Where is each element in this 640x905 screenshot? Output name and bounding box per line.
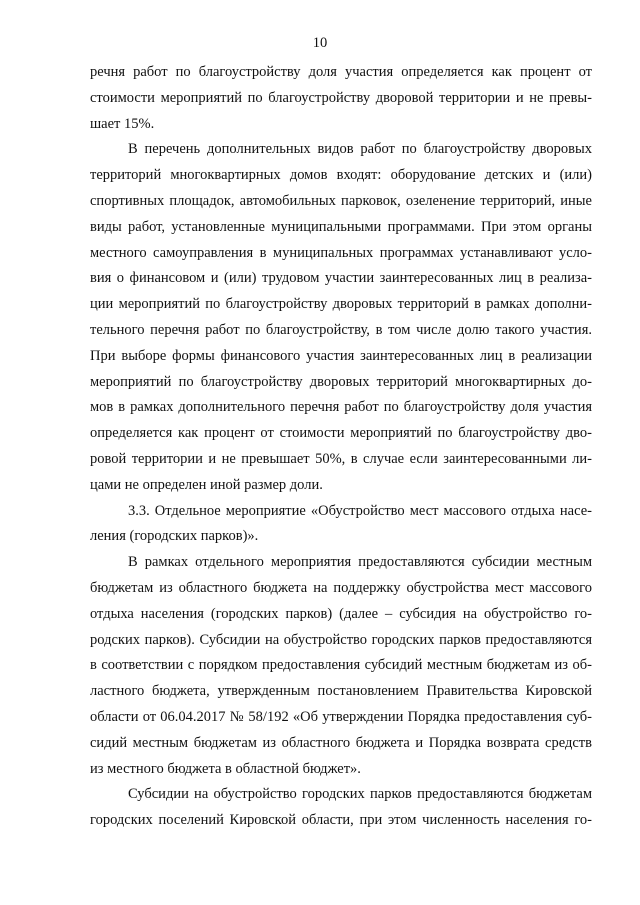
text-line: виды работ, установленные муниципальными программами. При этом органы	[90, 218, 592, 235]
text-line: в соответствии с порядком предоставления субсидий местным бюджетам из об-	[90, 657, 592, 674]
text-line: цами не определен иной размер доли.	[90, 476, 323, 493]
text-line: ления (городских парков)».	[90, 528, 259, 545]
text-line: родских парков). Субсидии на обустройство городских парков предоставляются	[90, 631, 592, 648]
text-line: тельного перечня работ по благоустройству, в том числе долю такого участия.	[90, 321, 592, 338]
text-line: мероприятий по благоустройству дворовых территорий многоквартирных до-	[90, 373, 592, 390]
paragraph-subsidies-recipients	[90, 782, 592, 834]
text-line: спортивных площадок, автомобильных парковок, озеленение территорий, иные	[90, 192, 592, 209]
section-heading-3-3	[90, 499, 592, 551]
text-line: области от 06.04.2017 № 58/192 «Об утверждении Порядка предоставления суб-	[90, 708, 592, 725]
text-line: территорий многоквартирных домов входят: оборудование детских и (или)	[90, 167, 592, 184]
paragraph-subsidies	[90, 550, 592, 782]
paragraph-continuation	[90, 60, 592, 137]
text-line: местного самоуправления в муниципальных программах устанавливают усло-	[90, 244, 592, 261]
text-line: Субсидии на обустройство городских парков предоставляются бюджетам	[128, 786, 592, 803]
text-line: При выборе формы финансового участия заинтересованных лиц в реализации	[90, 347, 592, 364]
text-line: шает 15%.	[90, 115, 155, 132]
text-line: стоимости мероприятий по благоустройству дворовой территории и не превы-	[90, 89, 592, 106]
text-line: мов в рамках дополнительного перечня работ по благоустройству доля участия	[90, 399, 592, 416]
page-number: 10	[312, 35, 328, 51]
text-line: сидий местным бюджетам из областного бюджета и Порядка возврата средств	[90, 734, 592, 751]
text-line: из местного бюджета в областной бюджет».	[90, 760, 361, 777]
text-line: бюджетам из областного бюджета на поддержку обустройства мест массового	[90, 579, 592, 596]
text-line: 3.3. Отдельное мероприятие «Обустройство мест массового отдыха насе-	[128, 502, 592, 519]
text-line: определяется как процент от стоимости мероприятий по благоустройству дво-	[90, 425, 592, 442]
text-line: городских поселений Кировской области, при этом численность населения го-	[90, 812, 592, 829]
text-line: В перечень дополнительных видов работ по благоустройству дворовых	[128, 141, 592, 158]
text-line: речня работ по благоустройству доля участия определяется как процент от	[90, 64, 592, 80]
text-line: ластного бюджета, утвержденным постановлением Правительства Кировской	[90, 683, 592, 700]
text-line: отдыха населения (городских парков) (далее – субсидия на обустройство го-	[90, 605, 592, 622]
text-line: В рамках отдельного мероприятия предоставляются субсидии местным	[128, 554, 592, 571]
text-line: ции мероприятий по благоустройству дворовых территорий в рамках дополни-	[90, 296, 592, 313]
text-line: вия о финансовом и (или) трудовом участии заинтересованных лиц в реализа-	[90, 270, 592, 287]
paragraph-additional-works	[90, 137, 592, 498]
document-body	[90, 60, 592, 834]
text-line: ровой территории и не превышает 50%, в случае если заинтересованными ли-	[90, 450, 592, 467]
